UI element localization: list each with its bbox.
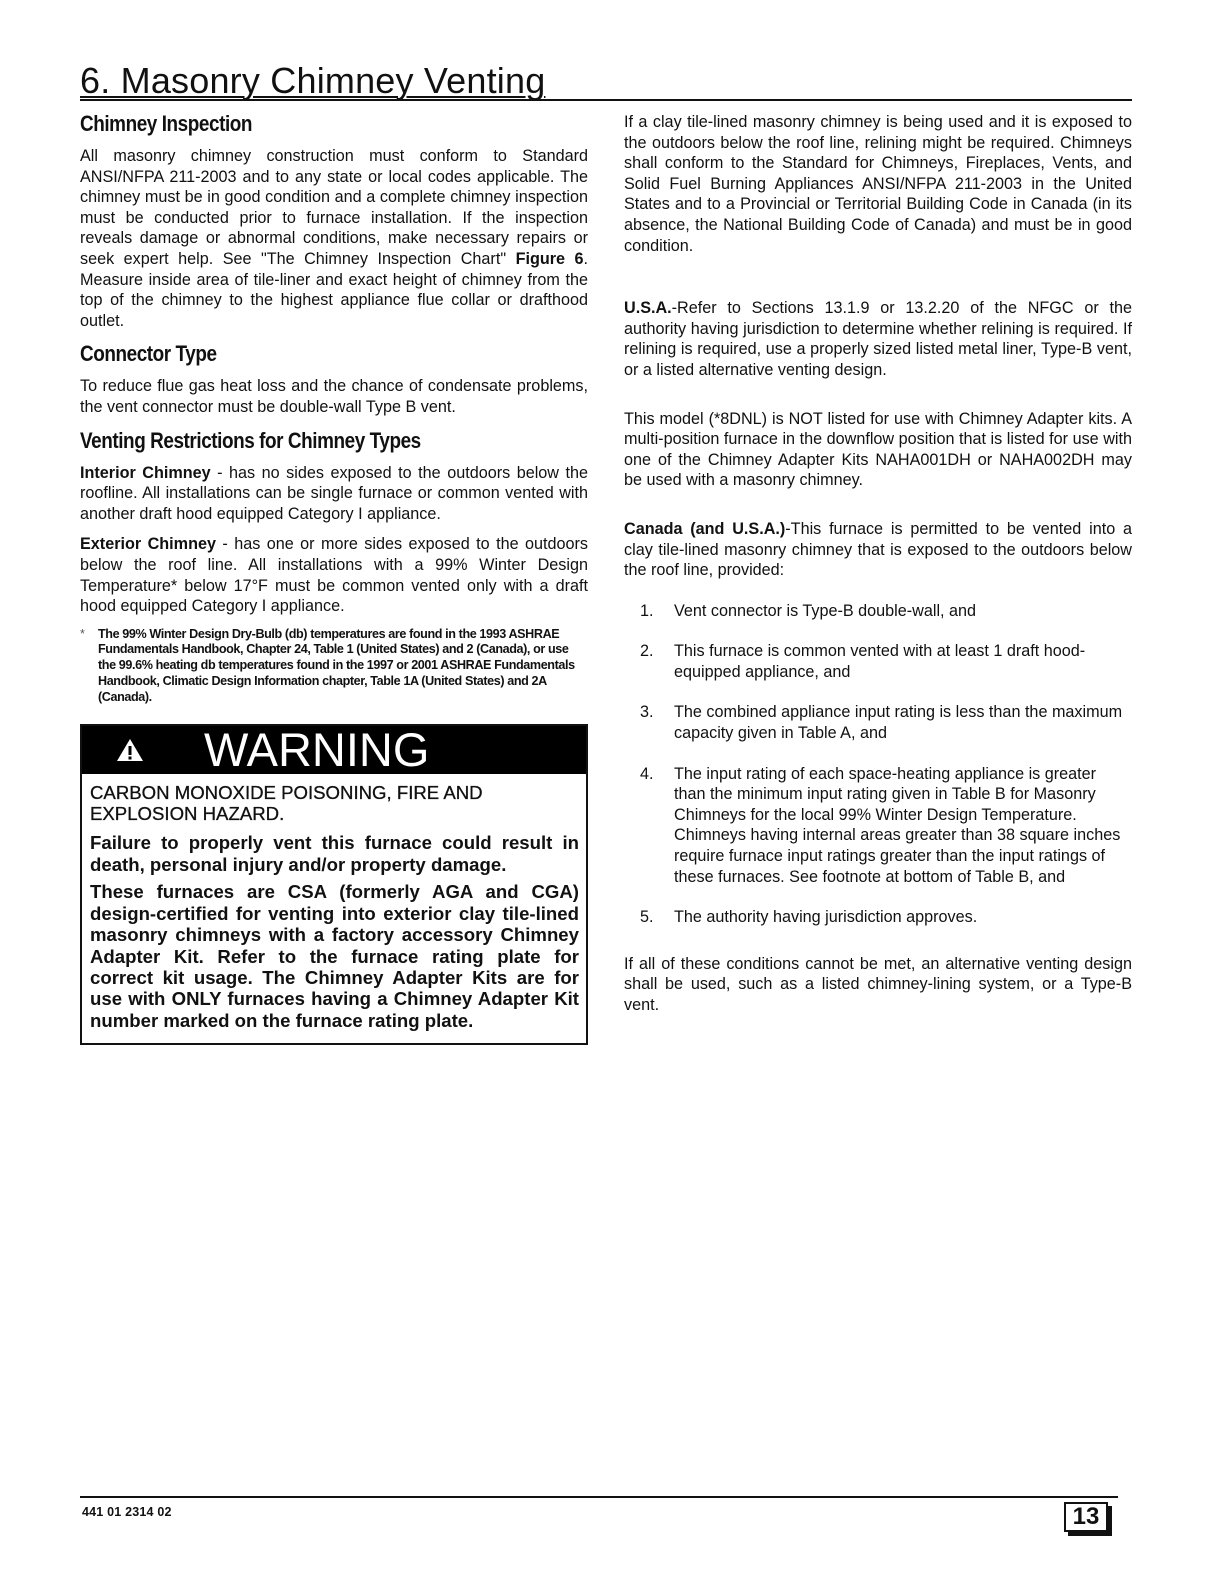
footnote-text: The 99% Winter Design Dry-Bulb (db) temperatures are found in the 1993 ASHRAE Fundamentals Handbook, Chapter 24, Table 1 (United States) and 2 (Canada), or use the 99.6% heating db temperatures found in the 1997 or 2001 ASHRAE Fundamentals Handbook, Climatic Design Information chapter, Table 1A (United States) and 2A (Canada). [98,626,575,704]
connector-type-heading: Connector Type [80,341,217,367]
list-item-number: 5. [640,908,654,927]
warning-triangle-icon [116,735,156,765]
page-title: 6. Masonry Chimney Venting [80,60,546,101]
usa-label: U.S.A. [624,299,672,318]
list-item-text: The authority having jurisdiction approves. [674,908,978,927]
figure-reference: Figure 6 [515,249,584,268]
warning-title: WARNING [204,722,430,776]
list-item-text: The combined appliance input rating is less than the maximum capacity given in Table A, and [674,703,1123,743]
canada-text [624,519,1132,581]
venting-restrictions-heading: Venting Restrictions for Chimney Types [80,427,421,453]
footer-rule [80,1496,1118,1498]
warning-paragraph-1: Failure to properly vent this furnace could result in death, personal injury and/or property damage. [90,832,579,875]
chimney-inspection-heading: Chimney Inspection [80,111,253,136]
list-item-text: Vent connector is Type-B double-wall, and [674,601,977,620]
list-item [624,641,1132,682]
interior-chimney-desc: - has no sides exposed to the outdoors below the roofline. All installations can be single furnace or common vented with another draft hood equipped Category I appliance. [80,463,588,523]
list-item [624,702,1132,743]
design-temperature-footnote [80,627,588,706]
warning-banner [82,722,586,776]
list-item-text: The input rating of each space-heating appliance is greater than the minimum input rating given in Table B for Masonry Chimneys for the local 99% Winter Design Temperature. Chimneys having internal areas greater than 38 square inches require furnace input ratings greater than the input ratings of these furnaces. See footnote at bottom of Table B, and [674,764,1121,886]
inspection-text-pre: All masonry chimney construction must conform to Standard ANSI/NFPA 211-2003 and to any state or local codes applicable. The chimney must be in good condition and a complete chimney inspection must be conducted prior to furnace installation. If the inspection reveals damage or abnormal conditions, make necessary repairs or seek expert help. See "The Chimney Inspection Chart" [80,147,588,268]
exterior-chimney-text [80,534,588,616]
interior-chimney-text [80,463,588,525]
closing-text: If all of these conditions cannot be met, an alternative venting design shall be used, such as a listed chimney-lining system, or a Type-B vent. [624,954,1132,1014]
warning-box [80,724,588,1045]
relining-intro-text: If a clay tile-lined masonry chimney is being used and it is exposed to the outdoors below the roof line, relining might be required. Chimneys shall conform to the Standard for Chimneys, Fireplaces, Vents, and Solid Fuel Burning Appliances ANSI/NFPA 211-2003 in the United States and to a Provincial or Territorial Building Code in Canada (in its absence, the National Building Code of Canada) and must be in good condition. [624,113,1132,255]
list-item [624,601,1132,622]
model-note-text: This model (*8DNL) is NOT listed for use with Chimney Adapter kits. A multi-position furnace in the downflow position that is listed for use with one of the Chimney Adapter Kits NAHA001DH or NAHA002DH may be used with a masonry chimney. [624,409,1132,490]
list-item-text: This furnace is common vented with at least 1 draft hood-equipped appliance, and [674,642,1086,681]
page-number: 13 [1064,1502,1108,1532]
usa-text [624,298,1132,380]
connector-type-text: To reduce flue gas heat loss and the chance of condensate problems, the vent connector must be double-wall Type B vent. [80,377,588,416]
canada-desc: -This furnace is permitted to be vented into a clay tile-lined masonry chimney that is exposed to the outdoors below the roof line, provided: [624,519,1132,580]
warning-body [82,774,586,1043]
exterior-chimney-desc: - has one or more sides exposed to the outdoors below the roof line. All installations with a 99% Winter Design Temperature* below 17°F must be common vented only with a draft hood equipped Category I appliance. [80,535,588,616]
chimney-inspection-text [80,146,588,331]
inspection-text-post: . Measure inside area of tile-liner and exact height of chimney from the top of the chimney to the highest appliance flue collar or drafthood outlet. [80,249,589,330]
list-item [624,907,1132,928]
footnote-mark: * [80,626,85,641]
list-item [624,764,1132,888]
warning-hazard: CARBON MONOXIDE POISONING, FIRE AND EXPLOSION HAZARD. [90,781,483,825]
list-item-number: 3. [640,703,654,722]
title-rule [80,99,1132,101]
interior-chimney-label: Interior Chimney [80,463,211,482]
conditions-list [624,601,1132,928]
exterior-chimney-label: Exterior Chimney [80,535,216,554]
list-item-number: 2. [640,642,654,661]
usa-desc: -Refer to Sections 13.1.9 or 13.2.20 of the NFGC or the authority having jurisdiction to determine whether relining is required. If relining is required, use a properly sized listed metal liner, Type-B vent, or a listed alternative venting design. [624,299,1132,379]
list-item-number: 4. [640,764,654,783]
canada-label: Canada (and U.S.A.) [624,519,786,538]
warning-paragraph-2: These furnaces are CSA (formerly AGA and CGA) design-certified for venting into exterior clay tile-lined masonry chimneys with a factory accessory Chimney Adapter Kit. Refer to the furnace rating plate for correct kit usage. The Chimney Adapter Kits are for use with ONLY furnaces having a Chimney Adapter Kit number marked on the furnace rating plate. [90,881,579,1031]
left-column [80,110,588,1045]
list-item-number: 1. [640,601,654,620]
document-number: 441 01 2314 02 [82,1505,172,1519]
right-column [624,112,1132,1016]
